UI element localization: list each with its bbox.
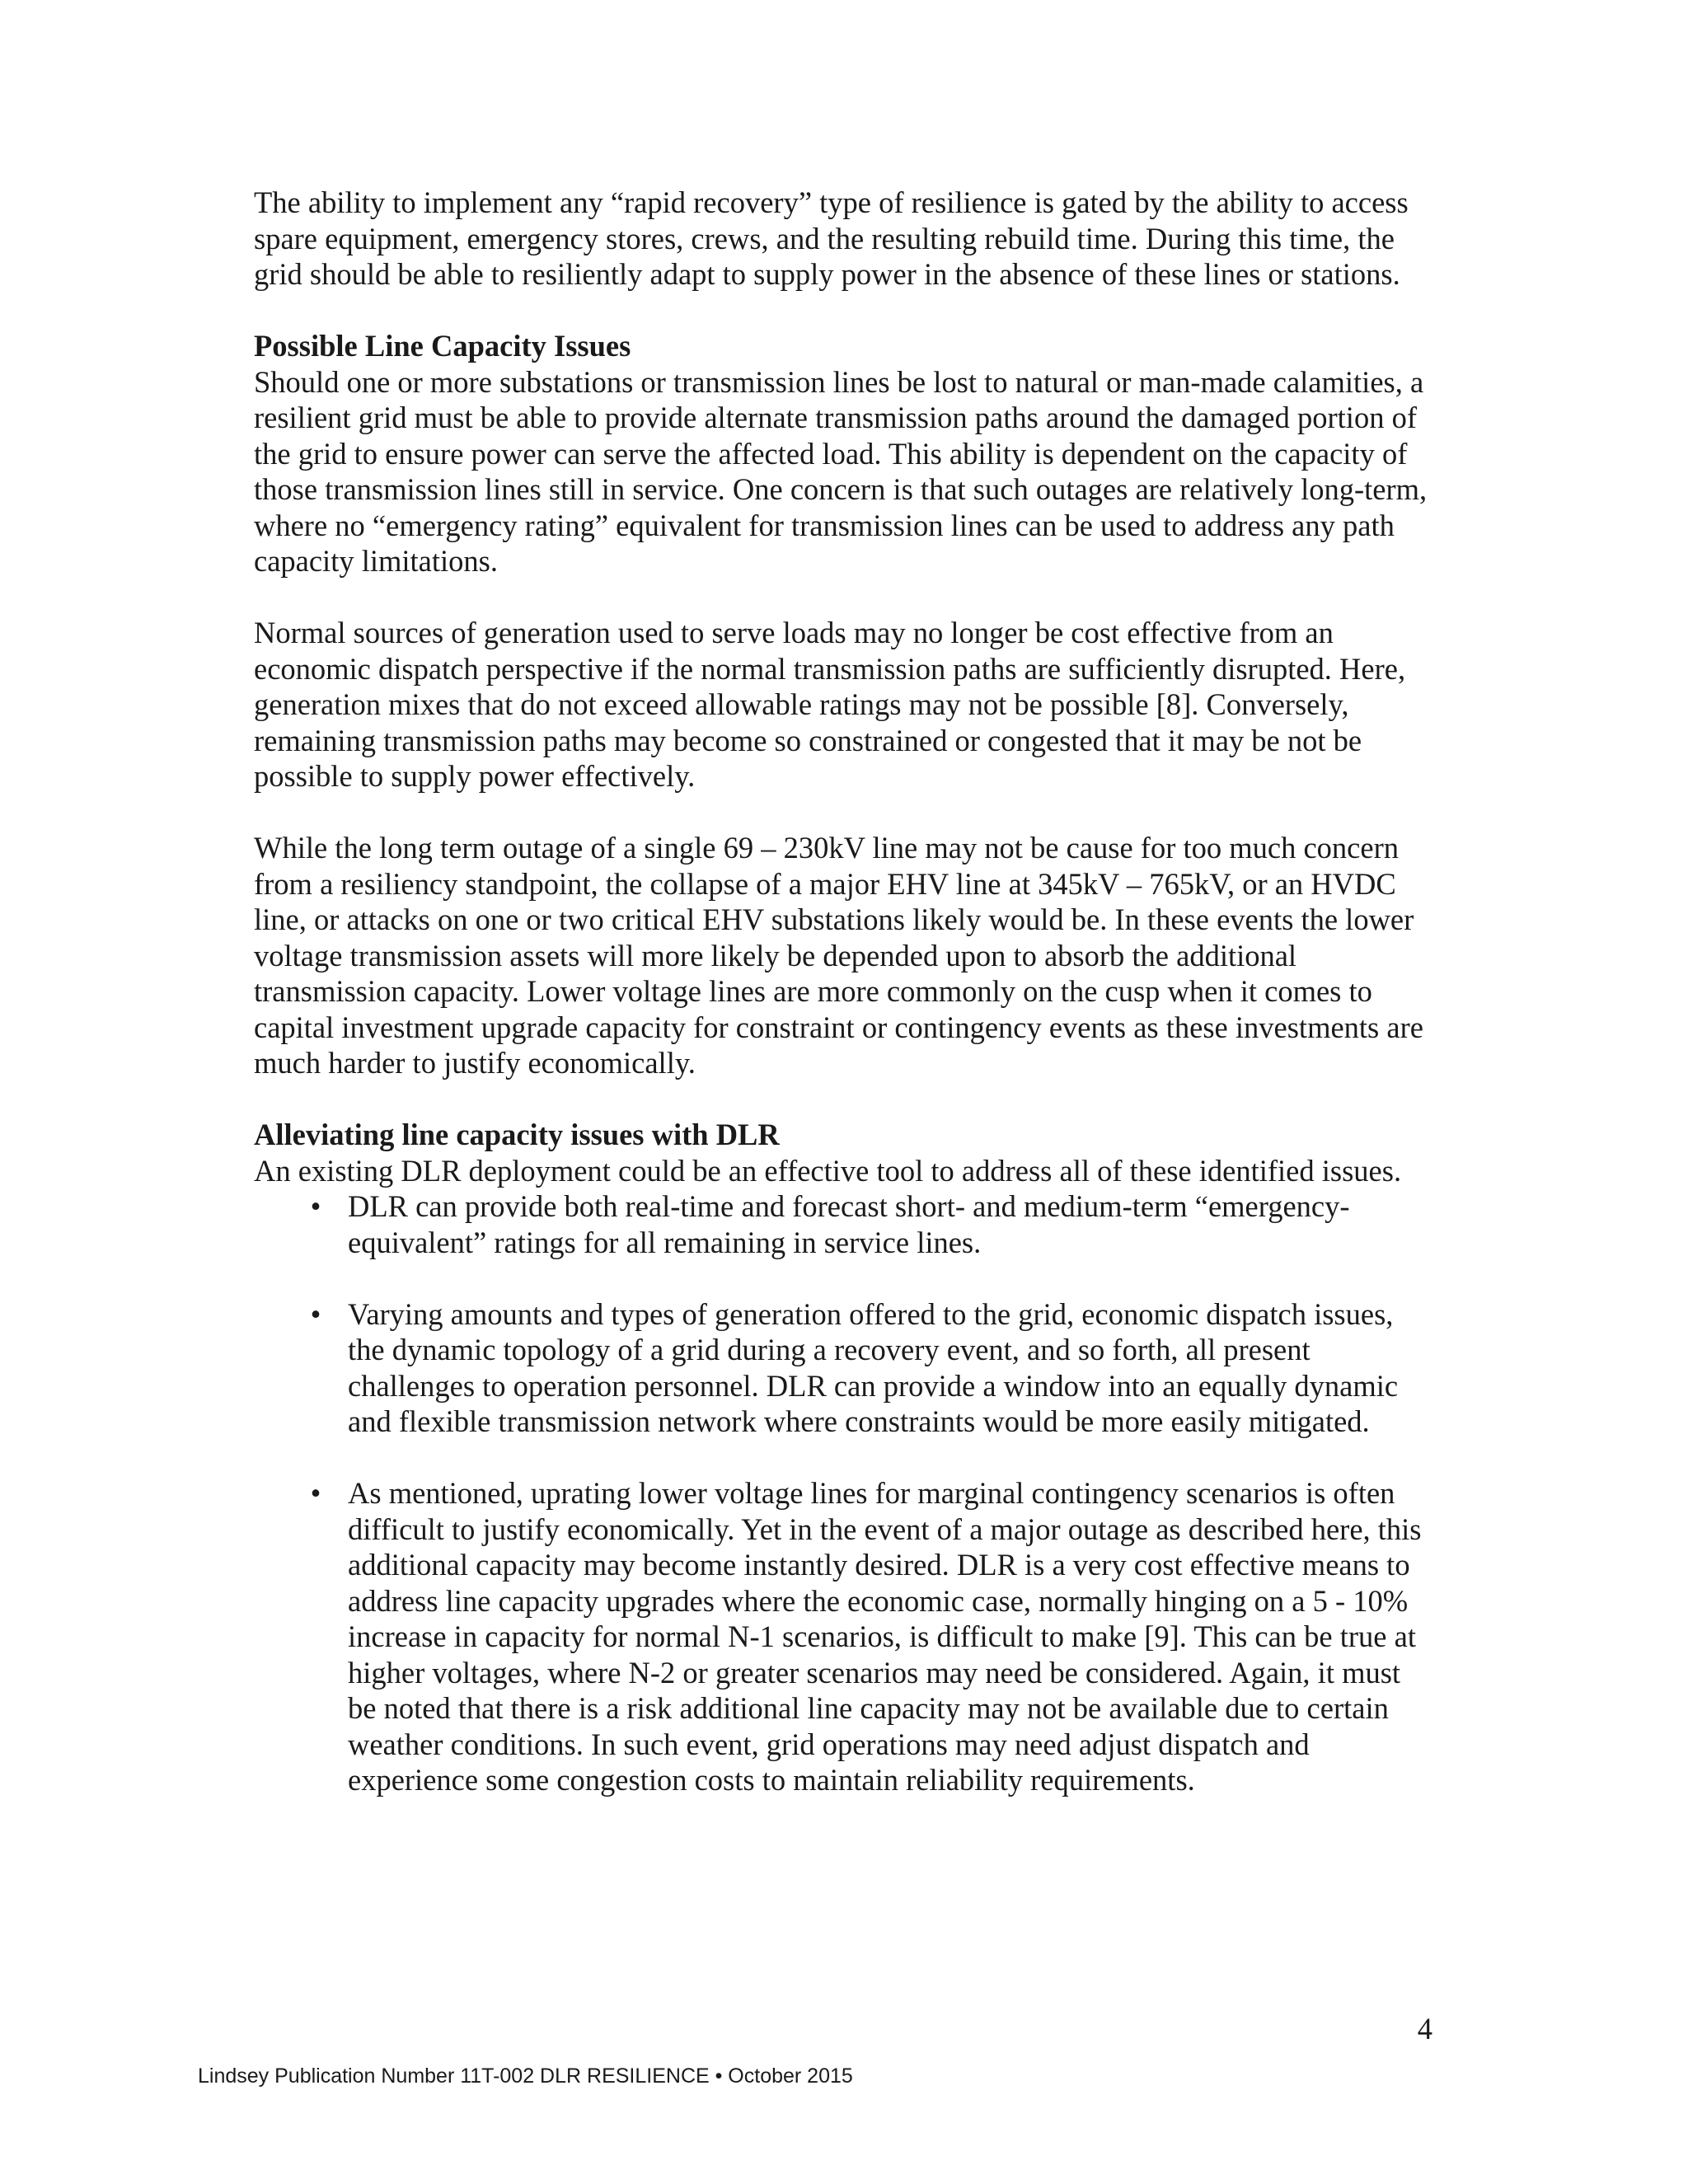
paragraph-long-term-outage: While the long term outage of a single 69 – 230kV line may not be cause for too much concern from a resiliency standpoint, the collapse of a major EHV line at 345kV – 765kV, or an HVDC line, or attacks on one or two critical EHV substations likely would be. In these events the lower voltage transmission assets will more likely be depended upon to absorb the additional transmission capacity. Lower voltage lines are more commonly on the cusp when it comes to capital investment upgrade capacity for constraint or contingency events as these investments are much harder to justify economically.	[254, 831, 1423, 1080]
page-footer: Lindsey Publication Number 11T-002 DLR RESILIENCE • October 2015	[198, 2064, 853, 2088]
heading-alleviating-line-capacity: Alleviating line capacity issues with DLR	[254, 1118, 780, 1151]
bullet-icon: •	[310, 1476, 321, 1510]
paragraph-normal-sources-of-generation: Normal sources of generation used to serve loads may no longer be cost effective from an economic dispatch perspective if the normal transmission paths are sufficiently disrupted. Here, generation mixes that do not exceed allowable ratings may not be possible [8]. Conversely, remaining transmission paths may become so constrained or congested that it may be not be possible to supply power effectively.	[254, 616, 1406, 793]
list-item	[254, 1475, 1432, 1798]
paragraph-rapid-recovery: The ability to implement any “rapid recovery” type of resilience is gated by the ability to access spare equipment, emergency stores, crews, and the resulting rebuild time. During this time, the grid should be able to resiliently adapt to supply power in the absence of these lines or stations.	[254, 185, 1409, 291]
bullet-icon: •	[310, 1296, 321, 1331]
section-line-capacity-issues	[254, 328, 1432, 579]
dlr-bullet-list	[254, 1188, 1432, 1798]
section-alleviating-with-dlr	[254, 1117, 1432, 1188]
list-item	[254, 1188, 1432, 1260]
list-item-text: Varying amounts and types of generation offered to the grid, economic dispatch issues, the dynamic topology of a grid during a recovery event, and so forth, all present challenges to operation personnel. DLR can provide a window into an equally dynamic and flexible transmission network where constraints would be more easily mitigated.	[348, 1296, 1399, 1438]
paragraph-dlr-intro: An existing DLR deployment could be an effective tool to address all of these identified issues.	[254, 1153, 1402, 1188]
heading-possible-line-capacity-issues: Possible Line Capacity Issues	[254, 329, 631, 363]
list-item-text: As mentioned, uprating lower voltage lines for marginal contingency scenarios is often difficult to justify economically. Yet in the event of a major outage as described here, this additional capacity may become instantly desired. DLR is a very cost effective means to address line capacity upgrades where the economic case, normally hinging on a 5 - 10% increase in capacity for normal N-1 scenarios, is difficult to make [9]. This can be true at higher voltages, where N-2 or greater scenarios may need be considered. Again, it must be noted that there is a risk additional line capacity may not be available due to certain weather conditions. In such event, grid operations may need adjust dispatch and experience some congestion costs to maintain reliability requirements.	[348, 1476, 1422, 1797]
page-number: 4	[1417, 2012, 1432, 2046]
paragraph-line-capacity-issues: Should one or more substations or transmission lines be lost to natural or man-made calamities, a resilient grid must be able to provide alternate transmission paths around the damaged portion of the grid to ensure power can serve the affected load. This ability is dependent on the capacity of those transmission lines still in service. One concern is that such outages are relatively long-term, where no “emergency rating” equivalent for transmission lines can be used to address any path capacity limitations.	[254, 364, 1428, 578]
list-item-text: DLR can provide both real-time and forecast short- and medium-term “emergency-equivalent” ratings for all remaining in service lines.	[348, 1189, 1350, 1259]
bullet-icon: •	[310, 1189, 321, 1223]
body-text	[254, 185, 1432, 1834]
list-item	[254, 1296, 1432, 1440]
